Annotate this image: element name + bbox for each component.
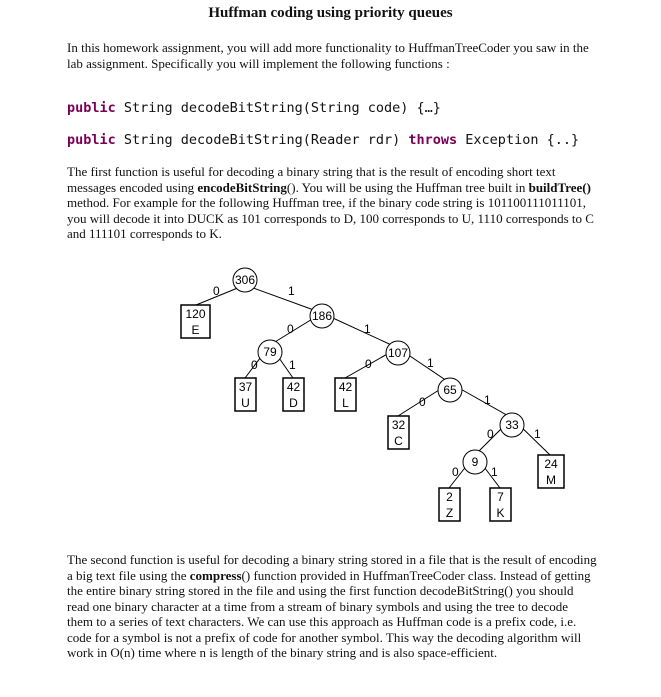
- edge-label-1: 1: [288, 284, 295, 298]
- text-run: method. For example for the following Huffman tree, if the binary code string is 101100111011101, you will decode it into DUCK as 101 corresponds to D, 100 corresponds to U, 1110 corresponds to C and 111101 corresponds to K.: [67, 195, 594, 241]
- svg-text:D: D: [289, 396, 298, 410]
- edge-label-1: 1: [484, 393, 491, 407]
- code-text: String decodeBitString(Reader rdr): [115, 132, 409, 148]
- code-text: Exception {..}: [457, 132, 580, 148]
- svg-text:107: 107: [387, 346, 409, 360]
- internal-node: [258, 340, 282, 364]
- leaf-node-c: [388, 416, 409, 449]
- leaf-node-m: [538, 455, 564, 488]
- svg-text:306: 306: [234, 273, 256, 287]
- text-run: The first function is useful for decoding a binary string that is the result of encoding short text messages encoded using: [67, 164, 556, 195]
- internal-node: [386, 341, 410, 365]
- internal-node: [463, 450, 487, 474]
- text-run: () function provided in HuffmanTreeCoder class. Instead of getting the entire binary string stored in the file and using the first function decodeBitString() you should read one binary character at a time from a stream of binary symbols and using the tree to decode them to a series of text characters. We can use this approach as Huffman code is a prefix code, i.e. code for a symbol is not a prefix of code for another symbol. This way the decoding algorithm will work in O(n) time where n is length of the binary string and is also space-efficient.: [67, 567, 591, 660]
- leaf-node-u: [235, 378, 256, 411]
- bold-encodebitstring: encodeBitString: [197, 179, 287, 195]
- svg-text:7: 7: [497, 490, 504, 504]
- leaf-node-l: [335, 378, 356, 411]
- internal-nodes: [233, 268, 524, 474]
- edge-label-1: 1: [491, 465, 498, 479]
- leaf-node-z: [439, 488, 460, 521]
- svg-text:Z: Z: [445, 506, 454, 520]
- text-run: The second function is useful for decoding a binary string stored in a file that is the result of encoding a big text file using the: [67, 552, 597, 583]
- bold-compress: compress: [189, 567, 242, 583]
- edge-label-0: 0: [365, 357, 372, 371]
- internal-node: [310, 304, 334, 328]
- edge-label-1: 1: [289, 358, 296, 372]
- svg-text:M: M: [546, 473, 556, 487]
- svg-text:33: 33: [505, 418, 519, 432]
- leaf-node-e: [181, 305, 210, 338]
- leaf-node-k: [490, 488, 511, 521]
- bold-buildtree: buildTree(): [528, 179, 591, 195]
- edge-label-0: 0: [287, 322, 294, 336]
- internal-node: [233, 268, 257, 292]
- edge-label-0: 0: [419, 395, 426, 409]
- edge-label-0: 0: [487, 427, 494, 441]
- internal-node: [438, 378, 462, 402]
- edge-label-1: 1: [534, 427, 541, 441]
- second-function-paragraph: [67, 552, 597, 661]
- svg-text:E: E: [191, 323, 200, 337]
- edge-label-0: 0: [213, 284, 220, 298]
- svg-text:9: 9: [471, 455, 479, 469]
- internal-node: [500, 413, 524, 437]
- page-title: Huffman coding using priority queues: [208, 5, 453, 21]
- leaf-nodes: [181, 305, 564, 521]
- svg-text:C: C: [394, 434, 403, 448]
- edge-label-0: 0: [452, 465, 459, 479]
- svg-text:42: 42: [286, 380, 301, 394]
- svg-text:37: 37: [238, 380, 253, 394]
- svg-text:U: U: [241, 396, 250, 410]
- svg-text:79: 79: [263, 345, 277, 359]
- svg-text:65: 65: [443, 383, 457, 397]
- code-text: String decodeBitString(String code) {…}: [115, 100, 441, 116]
- svg-text:L: L: [342, 396, 349, 410]
- svg-text:K: K: [496, 506, 505, 520]
- edge-label-1: 1: [364, 322, 371, 336]
- svg-text:186: 186: [311, 309, 333, 323]
- edge-label-0: 0: [251, 358, 258, 372]
- keyword-public: public: [67, 100, 116, 116]
- text-run: (). You will be using the Huffman tree built in: [286, 179, 529, 195]
- svg-text:42: 42: [338, 380, 353, 394]
- keyword-public: public: [67, 132, 116, 148]
- svg-text:24: 24: [544, 457, 558, 471]
- intro-paragraph: In this homework assignment, you will add more functionality to HuffmanTreeCoder you saw in the lab assignment. Specifically you will implement the following functions :: [67, 40, 589, 71]
- svg-text:2: 2: [446, 490, 453, 504]
- edge: [245, 285, 322, 313]
- svg-text:32: 32: [391, 418, 406, 432]
- edge-label-1: 1: [427, 356, 434, 370]
- leaf-node-d: [283, 378, 304, 411]
- keyword-throws: throws: [408, 132, 458, 148]
- svg-text:120: 120: [185, 307, 206, 321]
- edge-labels: [213, 284, 541, 479]
